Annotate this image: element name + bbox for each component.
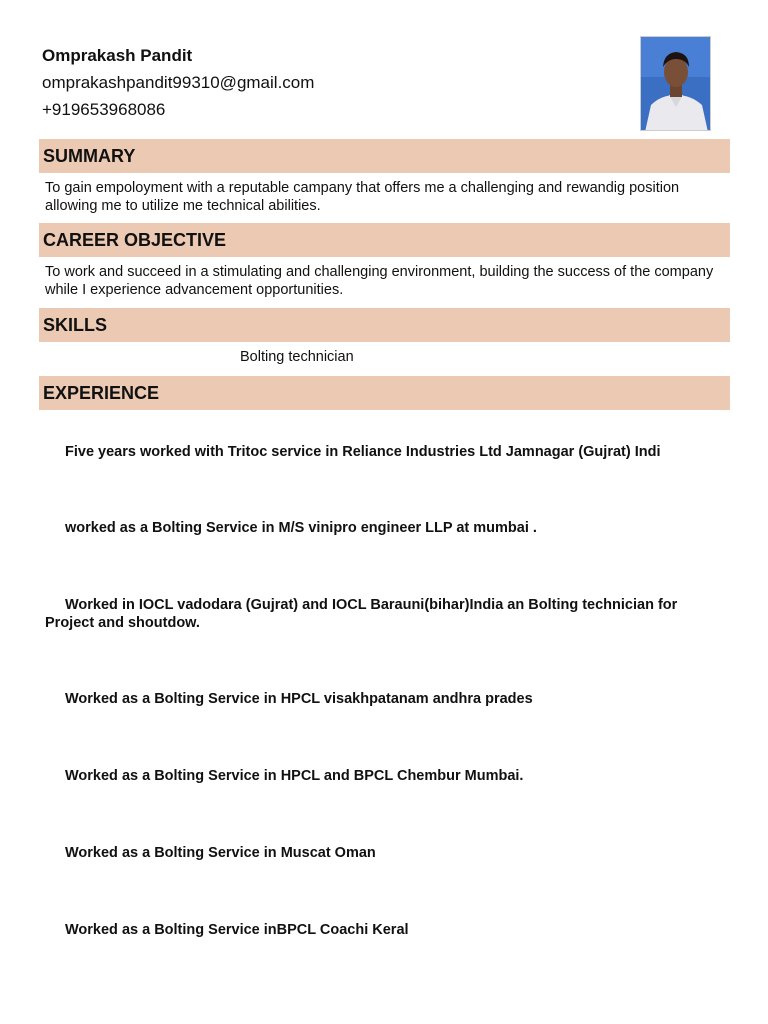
skills-heading: SKILLS <box>39 308 730 342</box>
experience-item: Worked as a Bolting Service in HPCL visakhpatanam andhra prades <box>65 691 533 707</box>
experience-item: Worked as a Bolting Service inBPCL Coachi Keral <box>65 922 409 938</box>
experience-heading: EXPERIENCE <box>39 376 730 410</box>
career-objective-text: To work and succeed in a stimulating and challenging environment, building the success of the company while I experience advancement opportunities. <box>45 264 714 298</box>
candidate-name: Omprakash Pandit <box>42 46 193 65</box>
experience-item: Worked as a Bolting Service in HPCL and BPCL Chembur Mumbai. <box>65 768 524 784</box>
profile-photo <box>640 36 711 131</box>
candidate-email: omprakashpandit99310@gmail.com <box>42 73 315 92</box>
summary-text: To gain empoloyment with a reputable campany that offers me a challenging and rewandig position allowing me to utilize me technical abilities. <box>45 180 680 214</box>
experience-item: Five years worked with Tritoc service in Reliance Industries Ltd Jamnagar (Gujrat) Indi <box>65 444 661 460</box>
candidate-phone: +919653968086 <box>42 100 166 119</box>
experience-item: worked as a Bolting Service in M/S vinipro engineer LLP at mumbai . <box>65 520 537 536</box>
experience-item: Worked as a Bolting Service in Muscat Oman <box>65 845 376 861</box>
experience-item: Worked in IOCL vadodara (Gujrat) and IOCL Barauni(bihar)India an Bolting technician for Project and shoutdow. <box>45 597 678 631</box>
profile-photo-image <box>641 37 711 131</box>
skill-item: Bolting technician <box>240 349 354 365</box>
career-objective-heading: CAREER OBJECTIVE <box>39 223 730 257</box>
summary-heading: SUMMARY <box>39 139 730 173</box>
